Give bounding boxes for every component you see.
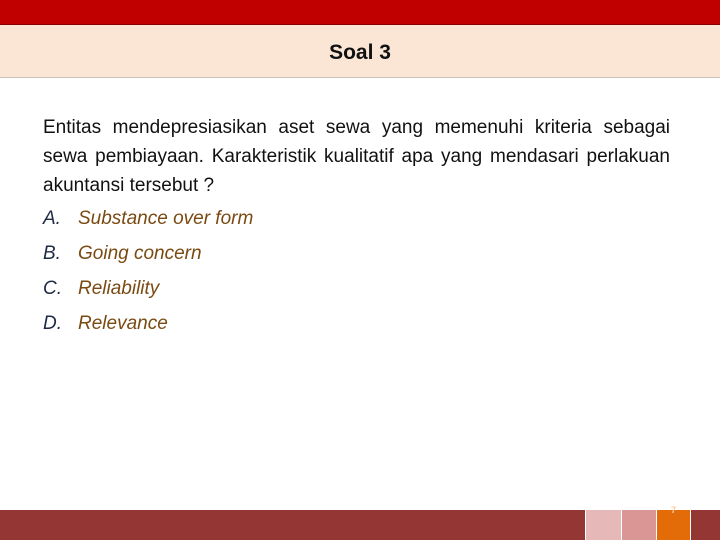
footer-block-light bbox=[586, 510, 621, 540]
option-text: Relevance bbox=[78, 313, 168, 334]
top-accent-bar bbox=[0, 0, 720, 25]
page-number: 7 bbox=[670, 505, 676, 515]
footer-block-mid bbox=[622, 510, 656, 540]
option-letter: A. bbox=[43, 208, 61, 229]
footer-block-dark bbox=[691, 510, 720, 540]
slide-title: Soal 3 bbox=[329, 41, 391, 64]
option-text: Reliability bbox=[78, 278, 160, 299]
footer-bar bbox=[0, 510, 585, 540]
option-text: Going concern bbox=[78, 243, 202, 264]
option-letter: C. bbox=[43, 278, 62, 299]
option-text: Substance over form bbox=[78, 208, 254, 229]
option-letter: B. bbox=[43, 243, 61, 264]
question-text: Entitas mendepresiasikan aset sewa yang memenuhi kriteria sebagai sewa pembiayaan. Karakteristik kualitatif apa yang mendasari perlakuan akuntansi tersebut ? bbox=[43, 117, 670, 196]
option-letter: D. bbox=[43, 313, 62, 334]
